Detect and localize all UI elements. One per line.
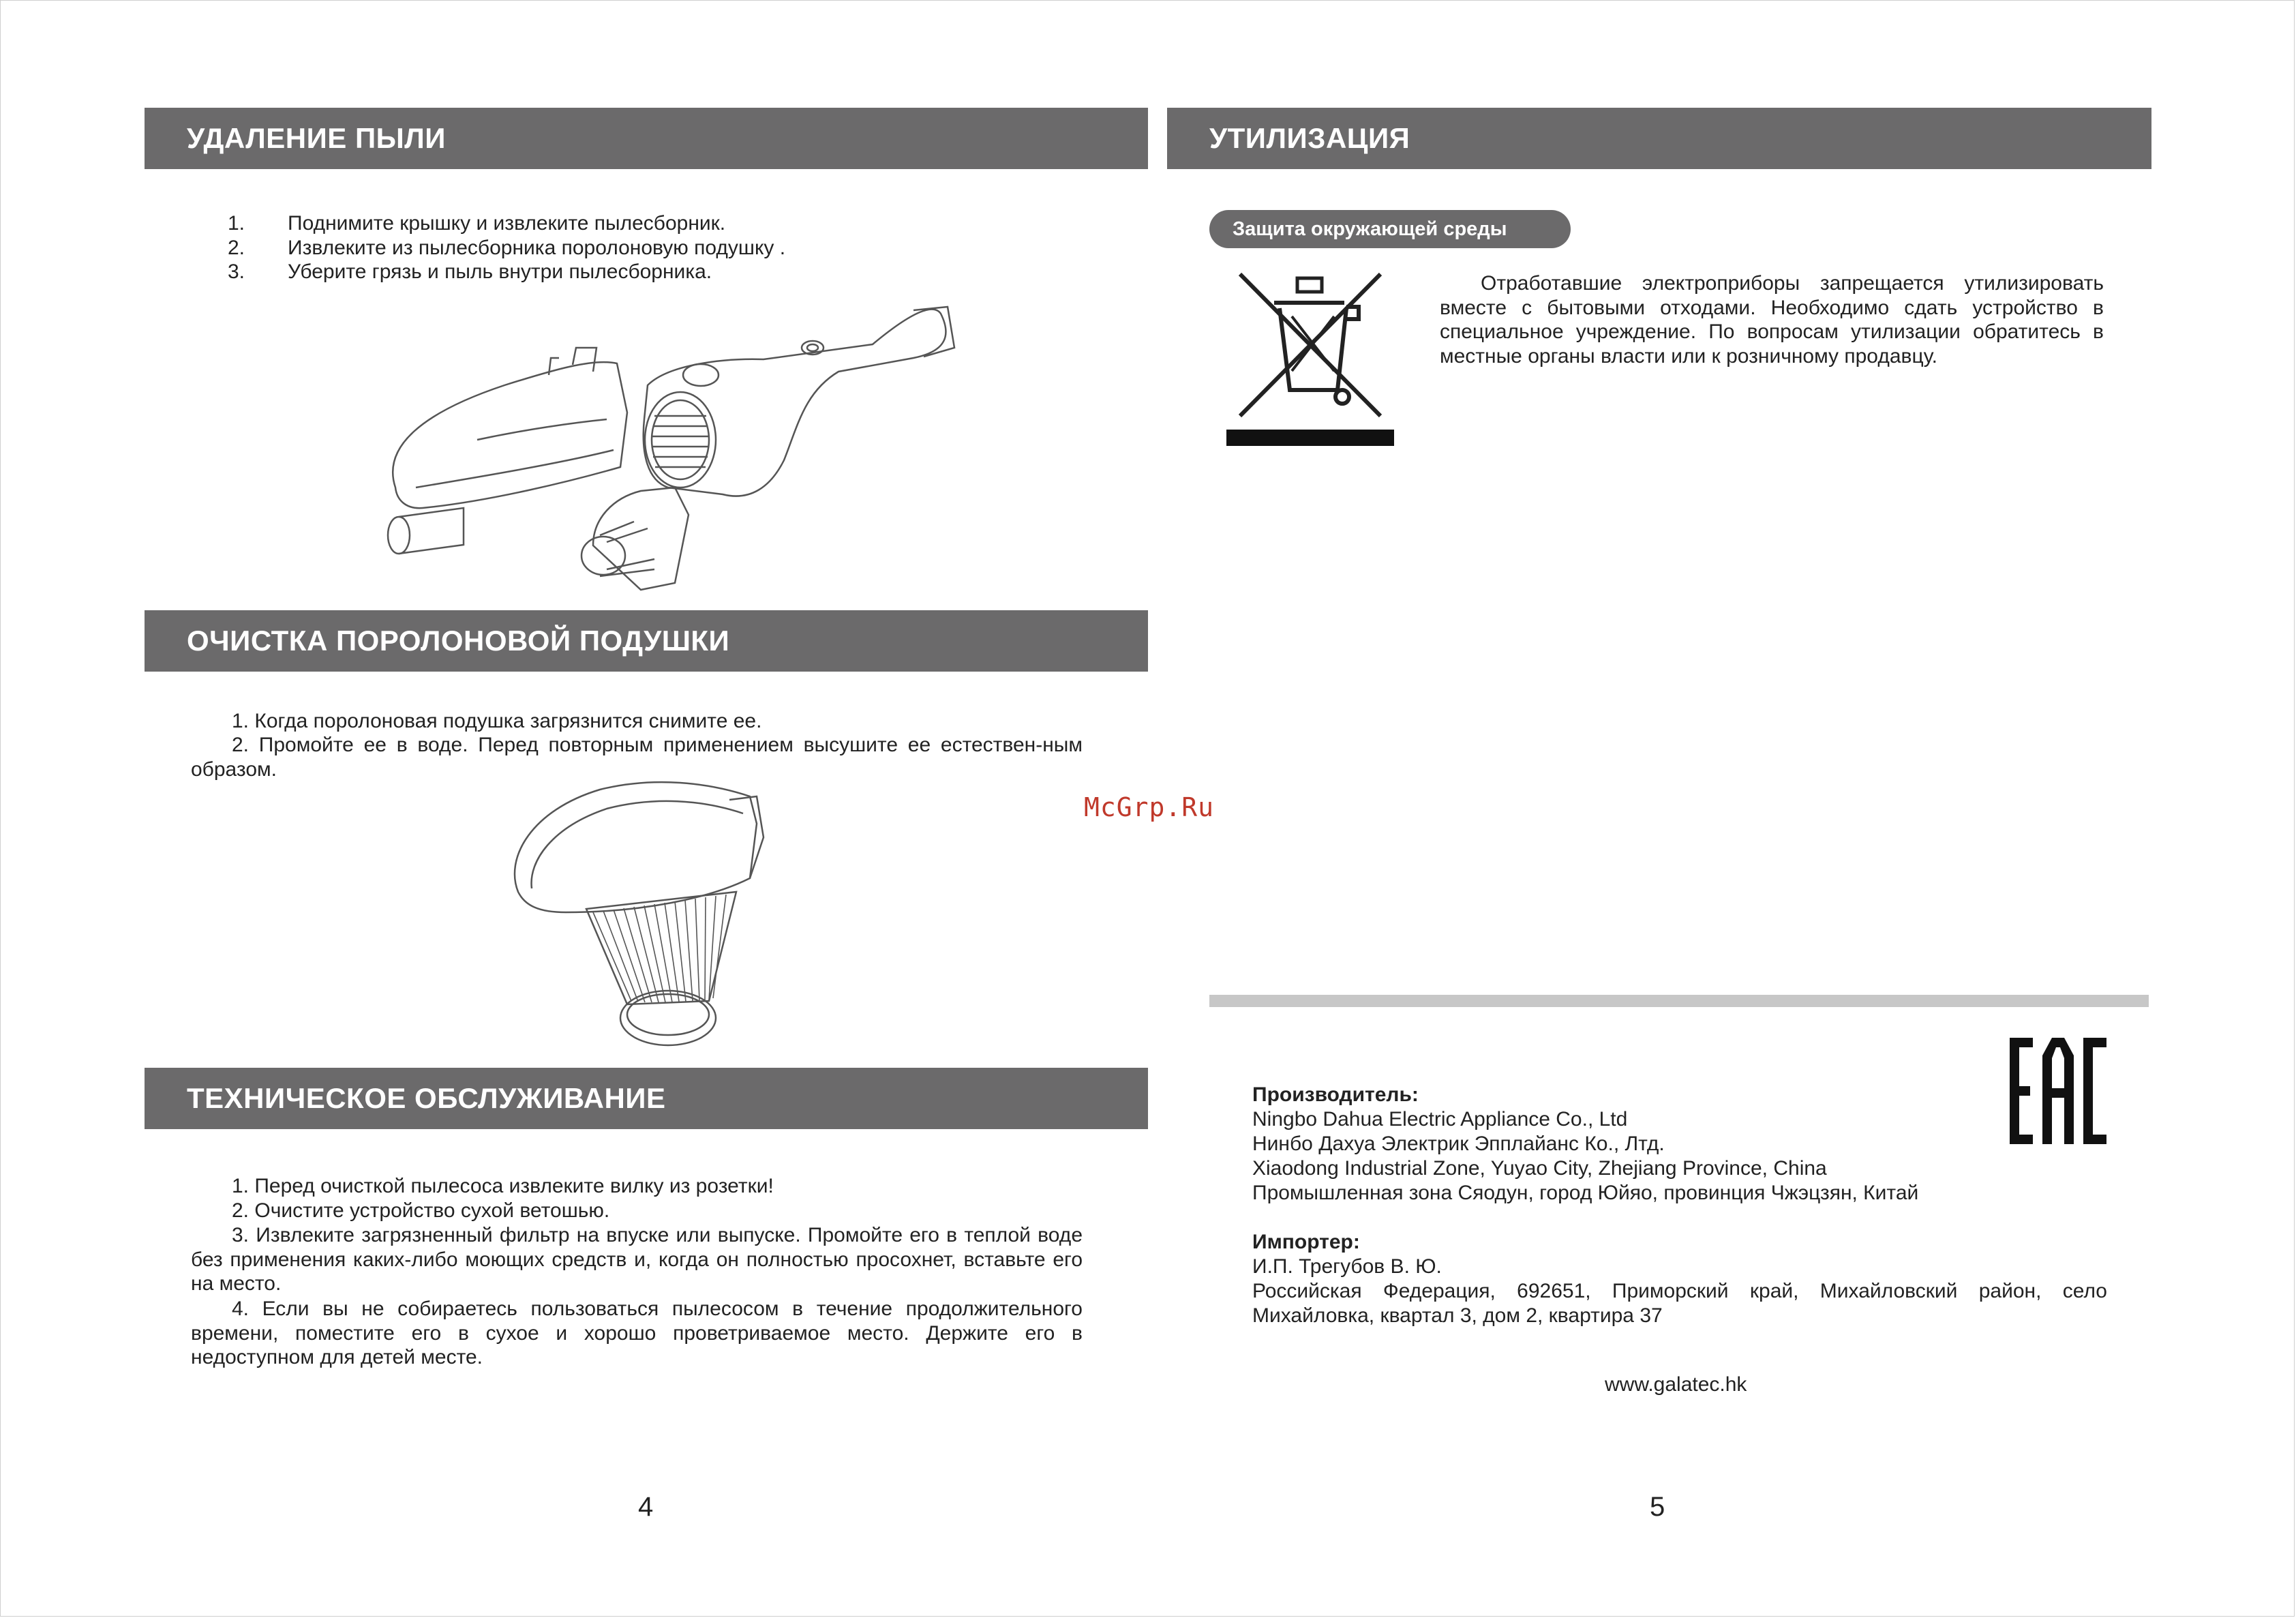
maintenance-step-2: 2. Очистите устройство сухой ветошью. [232,1199,610,1222]
manufacturer-line: Xiaodong Industrial Zone, Yuyao City, Zhejiang Province, China [1252,1157,1827,1180]
section-header-maintenance [145,1068,1148,1129]
item-number: 1. [228,212,245,235]
section-header-disposal [1167,108,2151,169]
section-title: УТИЛИЗАЦИЯ [1209,122,1410,154]
importer-label: Импортер: [1252,1231,1360,1253]
manufacturer-label: Производитель: [1252,1083,1419,1106]
section-title: УДАЛЕНИЕ ПЫЛИ [187,122,446,154]
manufacturer-line: Промышленная зона Сяодун, город Юйяо, провинция Чжэцзян, Китай [1252,1182,1919,1204]
manufacturer-importer-block [1252,1083,2107,1328]
section-header-foam-cleaning [145,610,1148,672]
divider-bar [1209,995,2149,1007]
list-item [228,236,1080,260]
item-text: Уберите грязь и пыль внутри пылесборника. [288,260,712,283]
foam-step-2: 2. Промойте ее в воде. Перед повторным применением высушите ее естествен-ным образом. [191,734,1083,781]
foam-step-1: 1. Когда поролоновая подушка загрязнится снимите ее. [232,710,762,732]
item-text: Извлеките из пылесборника поролоновую подушку . [288,236,786,259]
maintenance-step-4: 4. Если вы не собираетесь пользоваться пылесосом в течение продолжительного времени, поместите его в сухое и хорошо проветриваемое место. Держите его в недоступном для детей месте. [191,1298,1083,1368]
importer-name: И.П. Трегубов В. Ю. [1252,1255,1442,1278]
vacuum-exploded-icon [368,283,968,603]
section-title: ТЕХНИЧЕСКОЕ ОБСЛУЖИВАНИЕ [187,1082,666,1114]
section-header-dust-removal [145,108,1148,169]
cone-filter-icon [504,776,777,1055]
maintenance-step-3: 3. Извлеките загрязненный фильтр на впуске или выпуске. Промойте его в теплой воде без применения каких-либо моющих средств и, когда он полностью просохнет, вставьте его на место. [191,1224,1083,1295]
page-number-left: 4 [638,1492,654,1522]
disposal-text: Отработавшие электроприборы запрещается утилизировать вместе с бытовыми отходами. Необходимо сдать устройство в специальное учреждение. По вопросам утилизации обратитесь в местные органы власти или к розничному продавцу. [1440,272,2104,368]
importer-address: Российская Федерация, 692651, Приморский край, Михайловский район, село Михайловка, квартал 3, дом 2, квартира 37 [1252,1280,2107,1327]
weee-crossed-bin-icon [1225,267,1395,448]
item-number: 3. [228,260,245,283]
environment-badge: Защита окружающей среды [1209,210,1571,248]
manufacturer-line: Нинбо Дахуа Электрик Эпплайанс Ко., Лтд. [1252,1133,1665,1155]
maintenance-step-1: 1. Перед очисткой пылесоса извлеките вилку из розетки! [232,1175,774,1197]
item-text: Поднимите крышку и извлеките пылесборник. [288,212,726,235]
watermark: McGrp.Ru [1084,792,1215,822]
manufacturer-line: Ningbo Dahua Electric Appliance Co., Ltd [1252,1108,1628,1130]
list-item [228,260,1080,284]
page-number-right: 5 [1650,1492,1665,1522]
website-link[interactable]: www.galatec.hk [1605,1373,1747,1396]
item-number: 2. [228,236,245,259]
dust-removal-steps [228,211,1080,284]
list-item [228,211,1080,236]
section-title: ОЧИСТКА ПОРОЛОНОВОЙ ПОДУШКИ [187,625,730,657]
